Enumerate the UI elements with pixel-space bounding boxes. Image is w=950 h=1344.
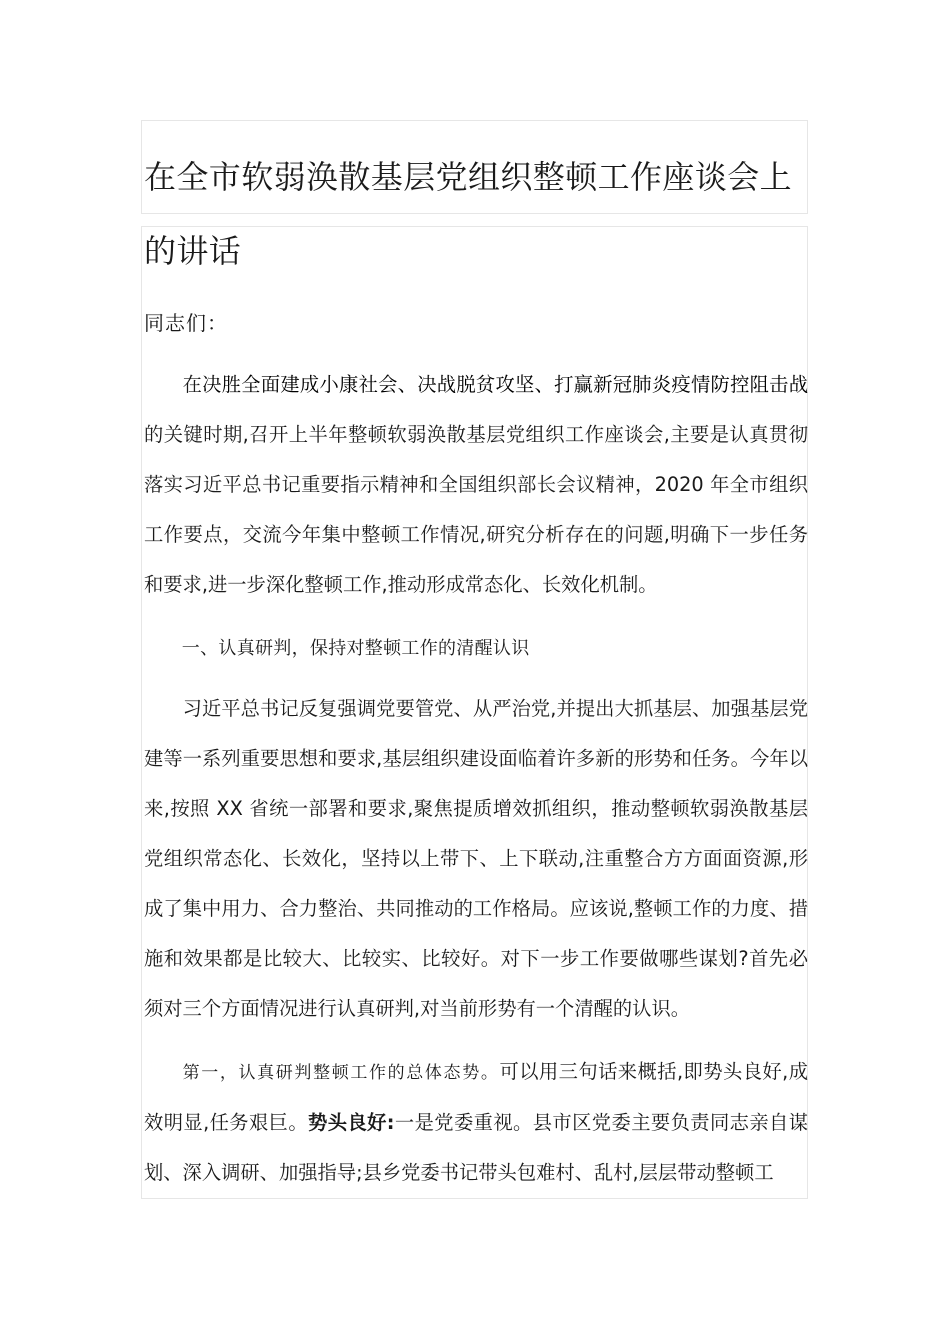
- first-point-bold-label: 势头良好:: [308, 1111, 395, 1134]
- intro-highlight: 决胜全面建成小康社会、决战脱贫攻坚、打赢新冠肺炎疫情防控阻击战: [202, 373, 809, 396]
- paragraph-section-1: 习近平总书记反复强调党要管党、从严治党,并提出大抓基层、加强基层党建等一系列重要思想和要求,基层组织建设面临着许多新的形势和任务。今年以来,按照 XX 省统一部署和要求,聚焦提质增效抓组织，推动整顿软弱涣散基层党组织常态化、长效化，坚持以上带下、上下联动,注重整合方方面面资源,形成了集中用力、合力整治、共同推动的工作格局。应该说,整顿工作的力度、措施和效果都是比较大、比较实、比较好。对下一步工作要做哪些谋划?首先必须对三个方面情况进行认真研判,对当前形势有一个清醒的认识。: [144, 697, 808, 1020]
- salutation: 同志们：: [144, 311, 228, 335]
- paragraph-intro: [144, 360, 808, 610]
- page-title: 在全市软弱涣散基层党组织整顿工作座谈会上的讲话: [144, 158, 793, 270]
- intro-rest: 的关键时期,召开上半年整顿软弱涣散基层党组织工作座谈会,主要是认真贯彻落实习近平总书记重要指示精神和全国组织部长会议精神，2020 年全市组织工作要点，交流今年集中整顿工作情况,研究分析存在的问题,明确下一步任务和要求,进一步深化整顿工作,推动形成常态化、长效化机制。: [144, 423, 808, 596]
- section-heading-1: 一、认真研判，保持对整顿工作的清醒认识: [181, 638, 530, 659]
- first-point-continuation: 一是党委重视。县市区党委主要负责同志亲自谋划、深入调研、加强指导;县乡党委书记带头包难村、乱村,层层带动整顿工: [144, 1111, 808, 1184]
- intro-prefix: 在: [182, 373, 203, 396]
- paragraph-first-point: [144, 1047, 808, 1198]
- first-point-text: 可以用三句话来概括,即势头良好,成效明显,任务艰巨。: [144, 1060, 808, 1134]
- first-point-lead: 第一，认真研判整顿工作的总体态势。: [182, 1063, 500, 1083]
